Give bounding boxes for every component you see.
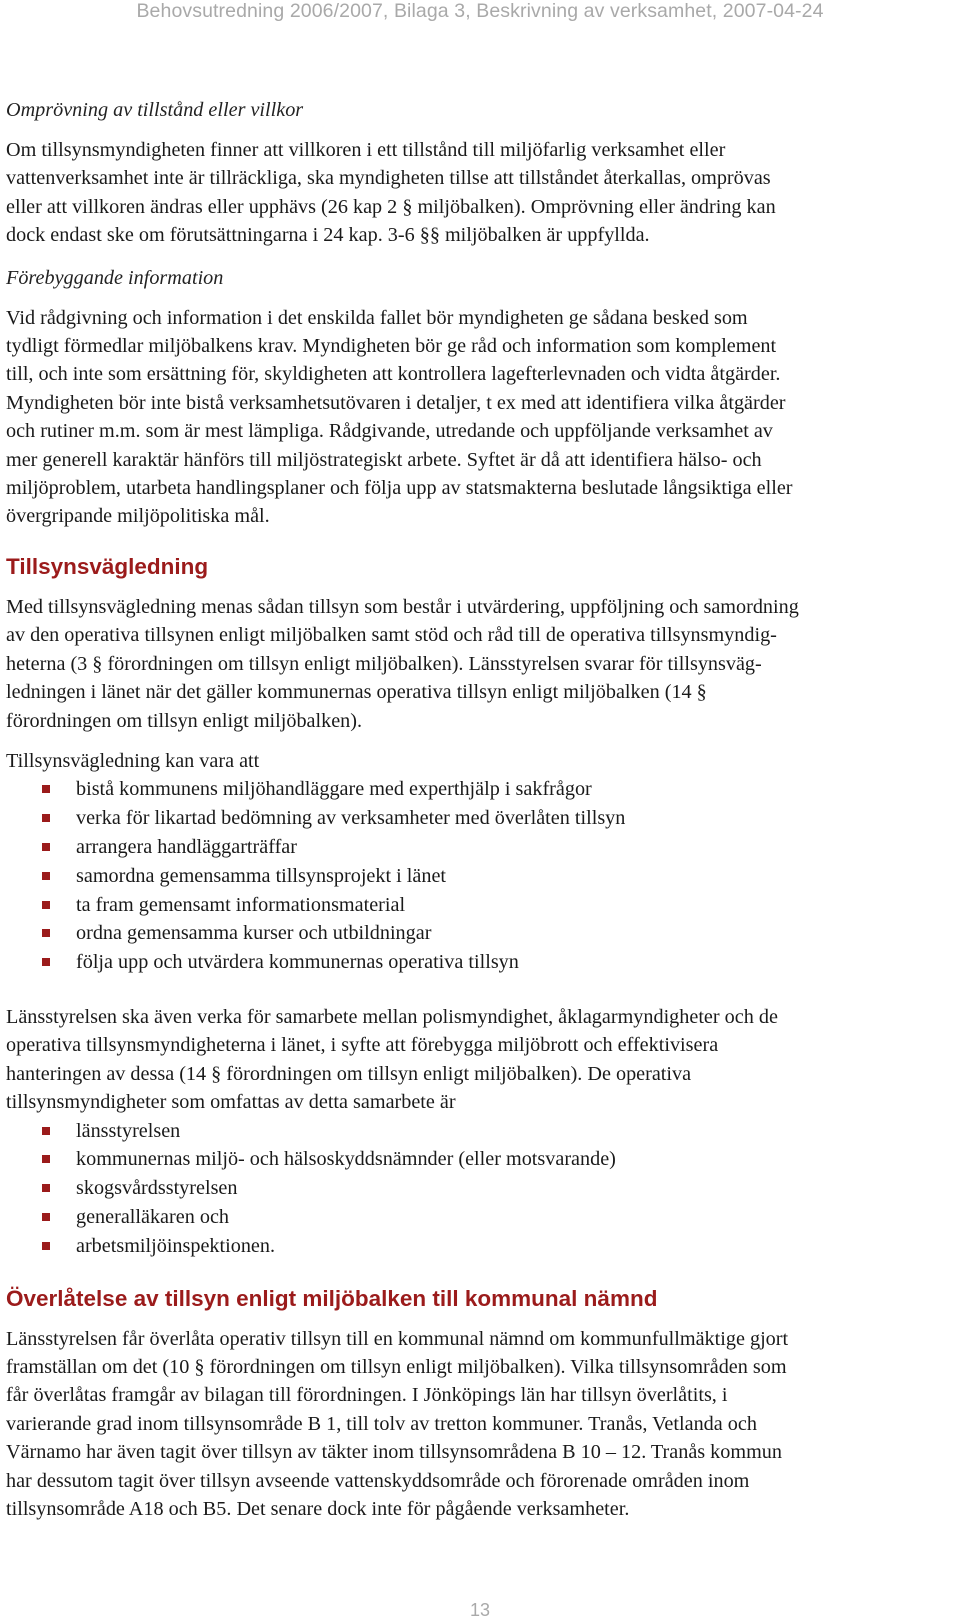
bullet-list-myndigheter: [6, 1117, 956, 1261]
subheading-forebyggande: Förebyggande information: [6, 266, 224, 289]
subheading-omprovning: Omprövning av tillstånd eller villkor: [6, 99, 304, 121]
text-line: Länsstyrelsen ska även verka för samarbete mellan polismyndighet, åklagarmyndigheter och de: [6, 1005, 778, 1028]
text-line: tydligt förmedlar miljöbalkens krav. Myndigheten bör ge råd och information som komplement: [6, 335, 777, 358]
text-line: vattenverksamhet inte är tillräckliga, ska myndigheten tillse att tillståndet återkallas, omprövas: [6, 167, 771, 190]
text-line: varierande grad inom tillsynsområde B 1, till tolv av tretton kommuner. Tranås, Vetlanda och: [6, 1412, 757, 1435]
list-item: skogsvårdsstyrelsen: [76, 1174, 956, 1203]
text-line: Värnamo har även tagit över tillsyn av täkter inom tillsynsområdena B 10 – 12. Tranås kommun: [6, 1441, 782, 1464]
heading-overlatelse: Överlåtelse av tillsyn enligt miljöbalken till kommunal nämnd: [6, 1285, 658, 1311]
text-line: till, och inte som ersättning för, skyldigheten att kontrollera lagefterlevnaden och vidta åtgärder.: [6, 363, 781, 386]
paragraph-samarbete: [6, 1003, 956, 1117]
text-line: och rutiner m.m. som är mest lämpliga. Rådgivande, utredande och uppföljande verksamhet av: [6, 420, 773, 443]
list-item: kommunernas miljö- och hälsoskyddsnämnder (eller motsvarande): [76, 1145, 956, 1174]
text-line: får överlåtas framgår av bilagan till förordningen. I Jönköpings län har tillsyn överlåtits, i: [6, 1384, 728, 1407]
text-line: Länsstyrelsen får överlåta operativ tillsyn till en kommunal nämnd om kommunfullmäktige gjort: [6, 1327, 789, 1350]
text-line: eller att villkoren ändras eller upphävs (26 kap 2 § miljöbalken). Omprövning eller ändring kan: [6, 195, 776, 218]
list-item: verka för likartad bedömning av verksamheter med överlåten tillsyn: [76, 804, 956, 833]
text-line: heterna (3 § förordningen om tillsyn enligt miljöbalken). Länsstyrelsen svarar för tillsynsväg-: [6, 652, 762, 675]
list-item: arbetsmiljöinspektionen.: [76, 1232, 956, 1261]
page-content: [6, 96, 956, 1523]
heading-tillsynsvagledning: Tillsynsvägledning: [6, 553, 209, 579]
list-intro: Tillsynsvägledning kan vara att: [6, 749, 260, 772]
text-line: förordningen om tillsyn enligt miljöbalken).: [6, 709, 363, 732]
text-line: hanteringen av dessa (14 § förordningen om tillsyn enligt miljöbalken). De operativa: [6, 1062, 692, 1085]
list-item: bistå kommunens miljöhandläggare med experthjälp i sakfrågor: [76, 775, 956, 804]
list-item: samordna gemensamma tillsynsprojekt i länet: [76, 862, 956, 891]
list-item: länsstyrelsen: [76, 1117, 956, 1146]
list-item: ordna gemensamma kurser och utbildningar: [76, 919, 956, 948]
page-number: 13: [469, 1600, 491, 1620]
bullet-list-tillsynsvagledning: [6, 775, 956, 977]
list-item: arrangera handläggarträffar: [76, 833, 956, 862]
text-line: tillsynsområde A18 och B5. Det senare dock inte för pågående verksamheter.: [6, 1497, 630, 1520]
paragraph-omprovning: [6, 136, 956, 250]
section-omprovning: [6, 96, 956, 250]
text-line: mer generell karaktär hänförs till miljöstrategiskt arbete. Syftet är då att identifiera hälso- och: [6, 448, 762, 471]
list-item: generalläkaren och: [76, 1203, 956, 1232]
text-line: övergripande miljöpolitiska mål.: [6, 505, 270, 528]
text-line: har dessutom tagit över tillsyn avseende vattenskyddsområde och förorenade områden inom: [6, 1469, 750, 1492]
section-overlatelse: [6, 1285, 956, 1524]
text-line: Med tillsynsvägledning menas sådan tillsyn som består i utvärdering, uppföljning och samordning: [6, 595, 799, 618]
text-line: operativa tillsynsmyndigheterna i länet, i syfte att förebygga miljöbrott och effektivisera: [6, 1034, 719, 1057]
text-line: av den operativa tillsynen enligt miljöbalken samt stöd och råd till de operativa tillsynsmyndig-: [6, 624, 777, 647]
text-line: Vid rådgivning och information i det enskilda fallet bör myndigheten ge sådana besked som: [6, 306, 748, 329]
text-line: Myndigheten bör inte bistå verksamhetsutövaren i detaljer, t ex med att identifiera vilka åtgärder: [6, 391, 786, 414]
paragraph-tillsynsvagledning-definition: [6, 593, 956, 735]
text-line: tillsynsmyndigheter som omfattas av detta samarbete är: [6, 1091, 456, 1114]
text-line: framställan om det (10 § förordningen om tillsyn enligt miljöbalken). Vilka tillsynsområden som: [6, 1355, 787, 1378]
section-tillsynsvagledning: [6, 553, 956, 1261]
running-header: Behovsutredning 2006/2007, Bilaga 3, Beskrivning av verksamhet, 2007-04-24: [136, 0, 824, 22]
text-line: dock endast ske om förutsättningarna i 24 kap. 3-6 §§ miljöbalken är uppfyllda.: [6, 224, 650, 247]
paragraph-overlatelse: [6, 1325, 956, 1524]
section-forebyggande: [6, 264, 956, 531]
text-line: miljöproblem, utarbeta handlingsplaner och följa upp av statsmakterna beslutade långsiktiga eller: [6, 477, 793, 500]
list-item: ta fram gemensamt informationsmaterial: [76, 891, 956, 920]
list-item: följa upp och utvärdera kommunernas operativa tillsyn: [76, 948, 956, 977]
text-line: Om tillsynsmyndigheten finner att villkoren i ett tillstånd till miljöfarlig verksamhet eller: [6, 139, 726, 161]
paragraph-forebyggande: [6, 304, 956, 531]
text-line: ledningen i länet när det gäller kommunernas operativa tillsyn enligt miljöbalken (14 §: [6, 681, 707, 704]
